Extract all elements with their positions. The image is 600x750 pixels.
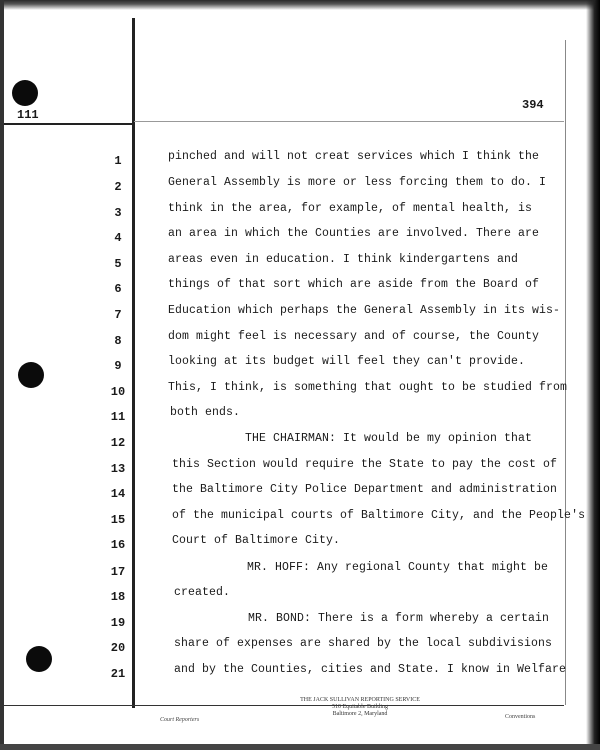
transcript-line: pinched and will not creat services which I think the xyxy=(168,150,540,163)
line-number: 3 xyxy=(114,206,122,220)
speaker-line: MR. HOFF: Any regional County that might be xyxy=(247,561,549,574)
line-number: 21 xyxy=(110,667,126,681)
transcript-line: think in the area, for example, of mental health, is xyxy=(168,202,533,215)
line-number: 19 xyxy=(110,616,126,630)
transcript-line: dom might feel is necessary and of course, the County xyxy=(168,330,540,343)
punch-hole-bottom xyxy=(26,646,52,672)
footer-company: THE JACK SULLIVAN REPORTING SERVICE xyxy=(300,697,420,703)
transcript-line: share of expenses are shared by the local subdivisions xyxy=(174,637,553,650)
scan-right-edge xyxy=(586,0,600,750)
speaker-line: THE CHAIRMAN: It would be my opinion that xyxy=(245,432,533,445)
scan-top-edge xyxy=(0,0,600,10)
transcript-line: This, I think, is something that ought to be studied from xyxy=(168,381,568,394)
scan-left-edge xyxy=(0,0,4,750)
header-rule-right xyxy=(134,121,564,122)
footer-address: 510 Equitable Building xyxy=(332,704,388,710)
line-number: 20 xyxy=(110,641,126,655)
line-number: 12 xyxy=(110,436,126,450)
transcript-line: Education which perhaps the General Assembly in its wis- xyxy=(168,304,561,317)
line-number: 2 xyxy=(114,180,122,194)
transcript-line: looking at its budget will feel they can't provide. xyxy=(168,355,526,368)
line-number: 18 xyxy=(110,590,126,604)
transcript-line: the Baltimore City Police Department and administration xyxy=(172,483,558,496)
transcript-line: things of that sort which are aside from the Board of xyxy=(168,278,540,291)
transcript-line: General Assembly is more or less forcing them to do. I xyxy=(168,176,547,189)
line-number: 11 xyxy=(110,410,126,424)
line-number: 15 xyxy=(110,513,126,527)
line-number: 5 xyxy=(114,257,122,271)
scan-bottom-edge xyxy=(0,744,600,750)
page-number: 394 xyxy=(522,98,544,112)
folio-number: 111 xyxy=(17,108,39,122)
transcript-line: areas even in education. I think kindergartens and xyxy=(168,253,519,266)
header-rule-left xyxy=(4,123,134,125)
line-number: 17 xyxy=(110,565,126,579)
reporting-service-footer xyxy=(270,697,450,718)
line-number: 8 xyxy=(114,334,122,348)
transcript-line: and by the Counties, cities and State. I know in Welfare xyxy=(174,663,567,676)
transcript-line: an area in which the Counties are involved. There are xyxy=(168,227,540,240)
line-number: 16 xyxy=(110,538,126,552)
speaker-line: MR. BOND: There is a form whereby a certain xyxy=(248,612,550,625)
line-number: 7 xyxy=(114,308,122,322)
transcript-line: of the municipal courts of Baltimore City, and the People's xyxy=(172,509,586,522)
line-number: 4 xyxy=(114,231,122,245)
transcript-line: created. xyxy=(174,586,231,599)
line-number: 13 xyxy=(110,462,126,476)
punch-hole-top xyxy=(12,80,38,106)
punch-hole-middle xyxy=(18,362,44,388)
right-margin-rule xyxy=(565,40,566,705)
footer-left-label: Court Reporters xyxy=(160,717,200,723)
line-number: 1 xyxy=(114,154,122,168)
footer-city: Baltimore 2, Maryland xyxy=(332,711,388,717)
line-number: 10 xyxy=(110,385,126,399)
transcript-line: this Section would require the State to pay the cost of xyxy=(172,458,558,471)
line-number: 14 xyxy=(110,487,126,501)
line-number: 9 xyxy=(114,359,122,373)
transcript-line: both ends. xyxy=(170,406,241,419)
line-number: 6 xyxy=(114,282,122,296)
transcript-line: Court of Baltimore City. xyxy=(172,534,341,547)
footer-right-label: Conventions xyxy=(505,714,536,720)
